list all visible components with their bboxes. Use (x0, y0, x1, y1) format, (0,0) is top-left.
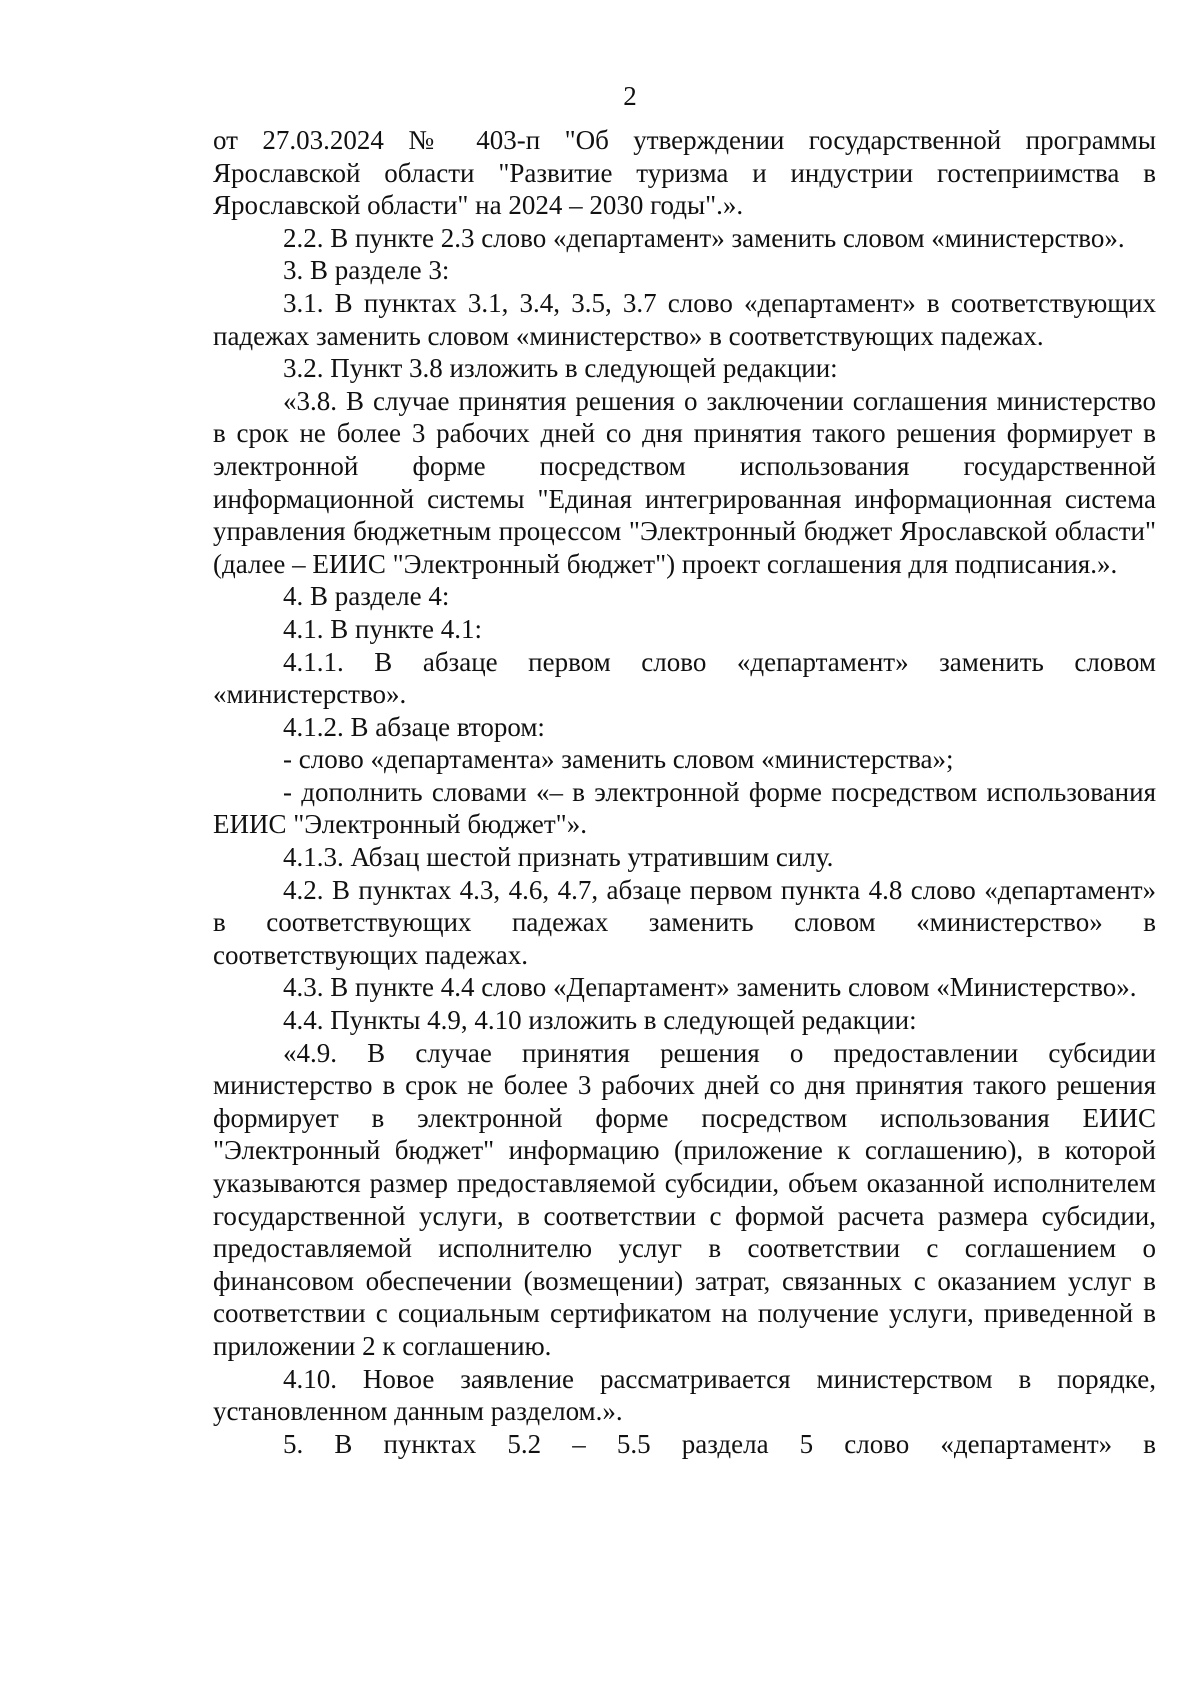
paragraph-section-3: 3. В разделе 3: (283, 255, 450, 286)
paragraph-3-2: 3.2. Пункт 3.8 изложить в следующей редакции: (283, 353, 838, 384)
paragraph-4-1-2: 4.1.2. В абзаце втором: (283, 711, 545, 742)
document-body (213, 124, 1156, 1460)
paragraph-4-1-3: 4.1.3. Абзац шестой признать утратившим силу. (283, 842, 834, 873)
paragraph-3-1: 3.1. В пунктах 3.1, 3.4, 3.5, 3.7 слово «департамент» в соответствующих падежах заменить словом «министерство» в соответствующих падежах. (213, 287, 1156, 351)
paragraph-4-1-2-dash-2: - дополнить словами «– в электронной форме посредством использования ЕИИС "Электронный бюджет"». (213, 776, 1156, 840)
paragraph-4-3: 4.3. В пункте 4.4 слово «Департамент» заменить словом «Министерство». (283, 972, 1137, 1003)
paragraph-section-5: 5. В пунктах 5.2 – 5.5 раздела 5 слово «департамент» в (283, 1428, 1156, 1459)
paragraph-4-1-2-dash-1: - слово «департамента» заменить словом «министерства»; (283, 744, 954, 775)
paragraph-program-reference: от 27.03.2024 № 403-п "Об утверждении государственной программы Ярославской области "Развитие туризма и индустрии гостеприимства в Ярославской области" на 2024 – 2030 годы".». (213, 125, 1156, 221)
paragraph-4-9-new: «4.9. В случае принятия решения о предоставлении субсидии министерство в срок не более 3 рабочих дней со дня принятия такого решения формирует в электронной форме посредством использования ЕИИС "Электронный бюджет" информацию (приложение к соглашению), в которой указываются размер предоставляемой субсидии, объем оказанной исполнителем государственной услуги, в соответствии с формой расчета размера субсидии, предоставляемой исполнителю услуг в соответствии с соглашением о финансовом обеспечении (возмещении) затрат, связанных с оказанием услуг в соответствии с социальным сертификатом на получение услуги, приведенной в приложении 2 к соглашению. (213, 1037, 1156, 1361)
paragraph-2-2: 2.2. В пункте 2.3 слово «департамент» заменить словом «министерство». (283, 222, 1125, 253)
paragraph-4-1-1: 4.1.1. В абзаце первом слово «департамент» заменить словом «министерство». (213, 646, 1156, 710)
page-number: 2 (623, 81, 637, 111)
paragraph-4-10-new: 4.10. Новое заявление рассматривается министерством в порядке, установленном данным разделом.». (213, 1363, 1156, 1427)
paragraph-4-2: 4.2. В пунктах 4.3, 4.6, 4.7, абзаце первом пункта 4.8 слово «департамент» в соответствующих падежах заменить словом «министерство» в соответствующих падежах. (213, 874, 1156, 970)
paragraph-3-8-new: «3.8. В случае принятия решения о заключении соглашения министерство в срок не более 3 рабочих дней со дня принятия такого решения формирует в электронной форме посредством использования государственной информационной системы "Единая интегрированная информационная система управления бюджетным процессом "Электронный бюджет Ярославской области" (далее – ЕИИС "Электронный бюджет") проект соглашения для подписания.». (213, 385, 1156, 579)
paragraph-4-4: 4.4. Пункты 4.9, 4.10 изложить в следующей редакции: (283, 1005, 917, 1036)
paragraph-4-1: 4.1. В пункте 4.1: (283, 613, 482, 644)
paragraph-section-4: 4. В разделе 4: (283, 581, 450, 612)
